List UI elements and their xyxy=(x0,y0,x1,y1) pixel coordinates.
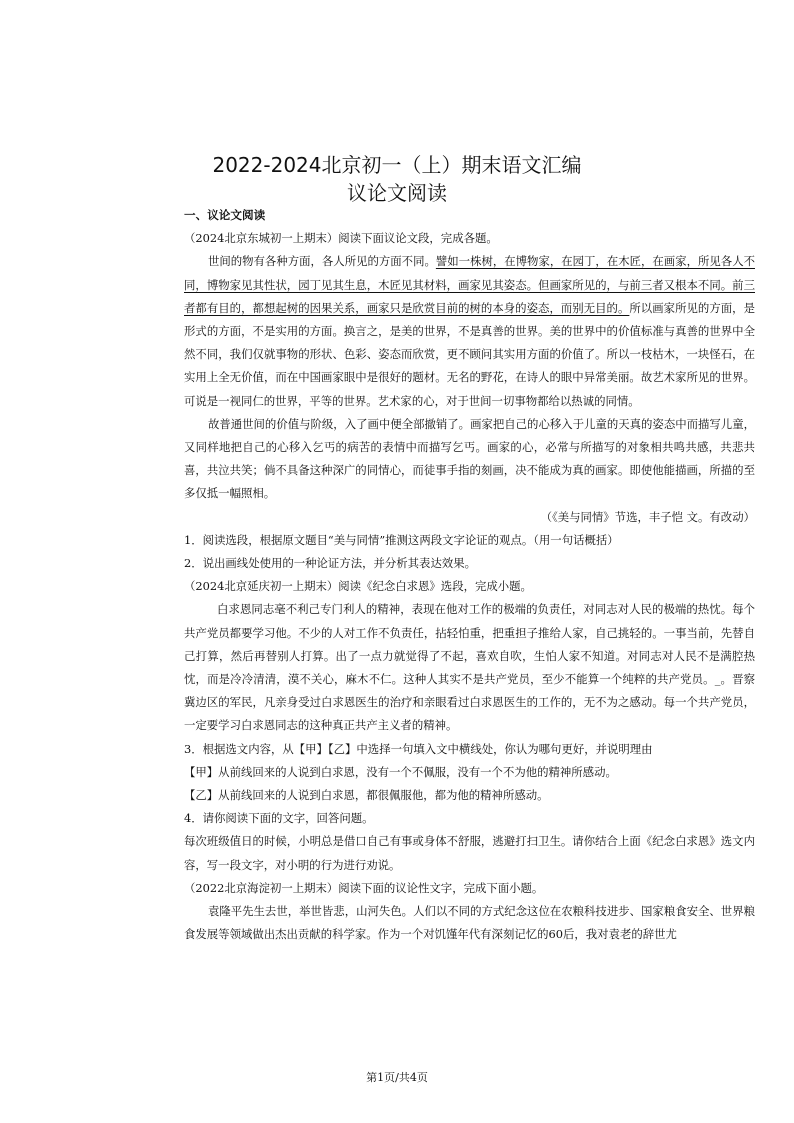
passage3-body: 袁隆平先生去世，举世皆悲，山河失色。人们以不同的方式纪念这位在农粮科技进步、国家粮食安全、世界粮食发展等领域做出杰出贡献的科学家。作为一个对饥馑年代有深刻记忆的60后，我对袁老的辞世尤 xyxy=(184,904,755,942)
document-subtitle: 议论文阅读 xyxy=(347,181,447,205)
passage1-paragraph-1 xyxy=(184,250,755,412)
option-jia: 【甲】从前线回来的人说到白求恩，没有一个不佩服，没有一个不为他的精神所感动。 xyxy=(184,764,617,779)
option-yi: 【乙】从前线回来的人说到白求恩，都很佩服他，都为他的精神所感动。 xyxy=(184,788,549,803)
question-2: 2．说出画线处使用的一种论证方法，并分析其表达效果。 xyxy=(184,556,477,571)
question-3: 3．根据选文内容，从【甲】【乙】中选择一句填入文中横线处，你认为哪句更好，并说明理由 xyxy=(184,741,653,756)
passage2-body: 白求恩同志毫不利己专门利人的精神，表现在他对工作的极端的负责任，对同志对人民的极端的热忱。每个共产党员都要学习他。不少的人对工作不负责任，拈轻怕重，把重担子推给人家，自己挑轻的。一事当前，先替自己打算，然后再替别人打算。出了一点力就觉得了不起，喜欢自吹，生怕人家不知道。对同志对人民不是满腔热忱，而是冷冷清清，漠不关心，麻木不仁。这种人其实不是共产党员，至少不能算一个纯粹的共产党员。_。晋察冀边区的军民，凡亲身受过白求恩医生的治疗和亲眼看过白求恩医生的工作的，无不为之感动。每一个共产党员，一定要学习白求恩同志的这种真正共产主义者的精神。 xyxy=(184,602,755,733)
page-number: 第1页/共4页 xyxy=(366,1071,428,1084)
document-title: 2022-2024北京初一（上）期末语文汇编 xyxy=(212,153,582,177)
passage1-paragraph-2: 故普通世间的价值与阶级，入了画中便全部撤销了。画家把自己的心移入于儿童的天真的姿态中而描写儿童，又同样地把自己的心移入乞丐的病苦的表情中而描写乞丐。画家的心，必常与所描写的对象相共鸣共感，共悲共喜，共泣共笑；倘不具备这种深广的同情心，而徒事手指的刻画，决不能成为真的画家。即使他能描画，所描的至多仅抵一幅照相。 xyxy=(184,416,755,501)
p1-before-underline: 世间的物有各种方面，各人所见的方面不同。 xyxy=(207,254,436,269)
p1-underlined-text: 譬如一株树，在博物家，在园丁，在木匠，在画家，所见各人不同，博物家见其性状，园丁见其生息，木匠见其材料，画家见其姿态。但画家所见的，与前三者又根本不同。前三者都有目的，都想起树的因果关系，画家只是欣赏目前的树的本身的姿态，而别无目的。 xyxy=(184,254,755,315)
section-heading: 一、议论文阅读 xyxy=(184,208,266,222)
question-4: 4．请你阅读下面的文字，回答问题。 xyxy=(184,811,374,826)
p1-after-underline: 所以画家所见的方面，是形式的方面，不是实用的方面。换言之，是美的世界，不是真善的世界。美的世界中的价值标准与真善的世界中全然不同，我们仅就事物的形状、色彩、姿态而欣赏，更不顾问其实用方面的价值了。所以一枝枯木，一块怪石，在实用上全无价值，而在中国画家眼中是很好的题材。无名的野花，在诗人的眼中异常美丽。故艺术家所见的世界。可说是一视同仁的世界，平等的世界。艺术家的心，对于世间一切事物都给以热诚的同情。 xyxy=(184,300,755,408)
document-body xyxy=(184,204,755,947)
question-4-text: 每次班级值日的时候，小明总是借口自己有事或身体不舒服，逃避打扫卫生。请你结合上面《纪念白求恩》选文内容，写一段文字，对小明的行为进行劝说。 xyxy=(184,834,755,872)
passage3-intro: （2022北京海淀初一上期末）阅读下面的议论性文字，完成下面小题。 xyxy=(184,880,544,895)
passage1-source: （《美与同情》节选，丰子恺 文。有改动） xyxy=(540,509,755,524)
passage1-intro: （2024北京东城初一上期末）阅读下面议论文段，完成各题。 xyxy=(184,231,498,246)
passage2-intro: （2024北京延庆初一上期末）阅读《纪念白求恩》选段，完成小题。 xyxy=(184,579,532,594)
question-1: 1．阅读选段，根据原文题目“美与同情”推测这两段文字论证的观点。（用一句话概括） xyxy=(184,532,619,547)
